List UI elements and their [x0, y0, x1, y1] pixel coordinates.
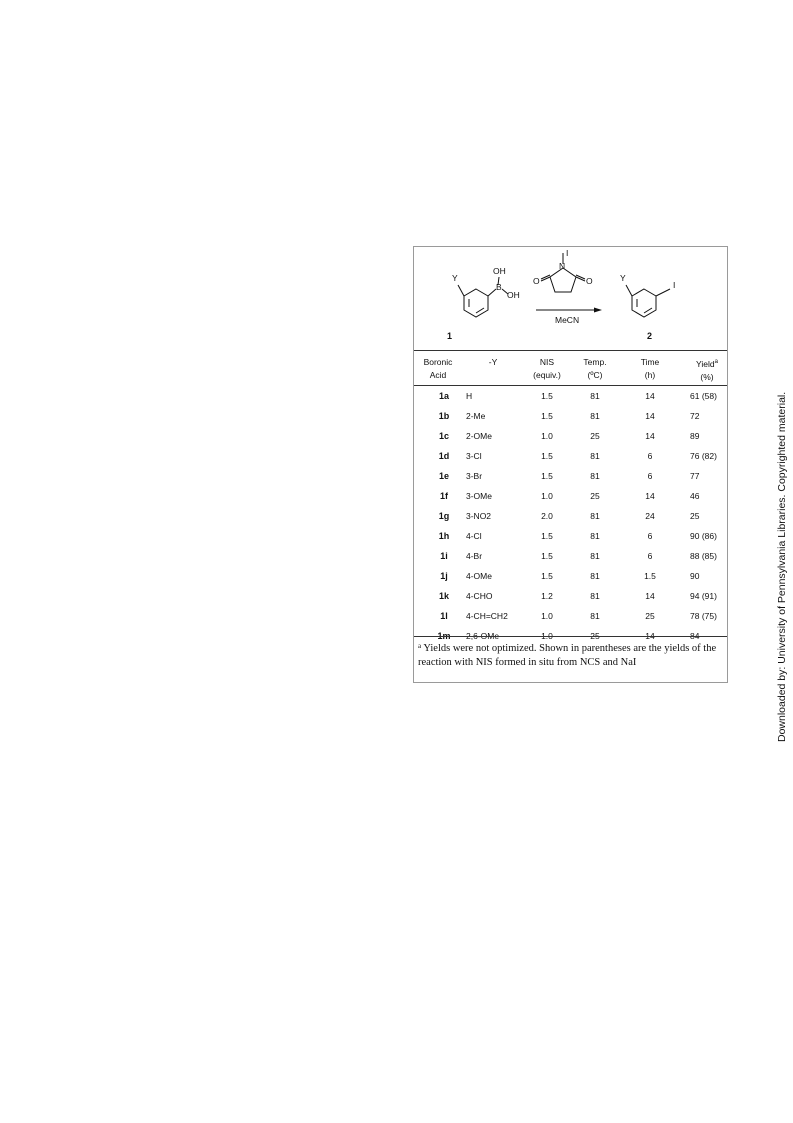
- cell-yield: 77: [690, 471, 700, 481]
- cell-yield: 89: [690, 431, 700, 441]
- header-boronic-acid-line2: Acid: [429, 370, 447, 380]
- cell-id: 1f: [439, 491, 448, 501]
- cell-substituent: 2-Me: [466, 411, 486, 421]
- cell-yield: 90: [690, 571, 700, 581]
- header-nis: [528, 356, 566, 382]
- table-row: [414, 467, 727, 487]
- table-row: [414, 547, 727, 567]
- table-row: [414, 387, 727, 407]
- table-row: [414, 407, 727, 427]
- cell-id: 1d: [438, 451, 450, 461]
- table-bottom-rule: [414, 636, 727, 637]
- reaction-scheme: [414, 247, 727, 347]
- cell-yield: 76 (82): [690, 451, 717, 461]
- reactant-y-label: Y: [452, 273, 458, 283]
- table-header: [414, 350, 727, 386]
- cell-nis: 1.5: [541, 411, 553, 421]
- cell-id: 1a: [438, 391, 449, 401]
- header-substituent-line1: -Y: [488, 357, 498, 367]
- cell-id: 1j: [440, 571, 448, 581]
- header-temp-line1: Temp.: [583, 357, 607, 367]
- cell-temp: 81: [590, 571, 600, 581]
- nis-oxygen-left: O: [533, 276, 540, 286]
- nis-iodine-label: I: [566, 248, 569, 258]
- cell-temp: 81: [590, 611, 600, 621]
- header-temp-line2: (ºC): [587, 370, 603, 380]
- cell-time: 14: [645, 411, 655, 421]
- table-row: [414, 427, 727, 447]
- cell-id: 1e: [438, 471, 449, 481]
- cell-yield: 94 (91): [690, 591, 717, 601]
- nis-oxygen-right: O: [586, 276, 593, 286]
- cell-time: 14: [645, 631, 655, 641]
- cell-substituent: 4-CH=CH2: [466, 611, 508, 621]
- cell-id: 1b: [438, 411, 450, 421]
- cell-id: 1h: [438, 531, 450, 541]
- nis-nitrogen-label: N: [559, 261, 566, 271]
- solvent-label: MeCN: [555, 315, 580, 325]
- cell-substituent: 4-CHO: [466, 591, 493, 601]
- cell-nis: 1.0: [541, 431, 553, 441]
- cell-temp: 25: [590, 631, 600, 641]
- cell-temp: 81: [590, 511, 600, 521]
- cell-nis: 1.0: [541, 491, 553, 501]
- cell-time: 6: [647, 551, 653, 561]
- cell-time: 14: [645, 491, 655, 501]
- cell-time: 6: [647, 531, 653, 541]
- cell-time: 14: [645, 591, 655, 601]
- table-row: [414, 607, 727, 627]
- boron-label: B: [496, 282, 502, 292]
- table-row: [414, 527, 727, 547]
- cell-yield: 46: [690, 491, 700, 501]
- cell-nis: 1.2: [541, 591, 553, 601]
- cell-nis: 1.5: [541, 551, 553, 561]
- cell-yield: 72: [690, 411, 700, 421]
- compound-2-label: 2: [647, 331, 653, 341]
- cell-id: 1c: [438, 431, 449, 441]
- cell-id: 1m: [437, 631, 451, 641]
- cell-nis: 1.0: [541, 631, 553, 641]
- cell-substituent: 2,6-OMe: [466, 631, 500, 641]
- cell-substituent: 3-NO2: [466, 511, 492, 521]
- cell-yield: 90 (86): [690, 531, 717, 541]
- cell-substituent: 4-Br: [466, 551, 483, 561]
- header-substituent: [478, 356, 508, 369]
- cell-yield: 88 (85): [690, 551, 717, 561]
- cell-nis: 1.5: [541, 471, 553, 481]
- header-yield: [690, 356, 724, 384]
- cell-temp: 81: [590, 471, 600, 481]
- header-yield-sup: a: [714, 359, 718, 365]
- succinimide-ring: [550, 268, 576, 292]
- cell-yield: 61 (58): [690, 391, 717, 401]
- cell-nis: 1.5: [541, 571, 553, 581]
- cell-id: 1k: [438, 591, 449, 601]
- cell-nis: 2.0: [541, 511, 553, 521]
- cell-substituent: H: [466, 391, 473, 401]
- cell-temp: 81: [590, 391, 600, 401]
- table-row: [414, 447, 727, 467]
- header-nis-line2: (equiv.): [533, 370, 561, 380]
- cell-nis: 1.5: [541, 531, 553, 541]
- cell-nis: 1.5: [541, 451, 553, 461]
- table-row: [414, 487, 727, 507]
- table-row: [414, 507, 727, 527]
- download-notice-text: Downloaded by: University of Pennsylvania Libraries. Copyrighted material.: [776, 391, 788, 742]
- cell-time: 1.5: [644, 571, 656, 581]
- cell-temp: 81: [590, 411, 600, 421]
- header-yield-text: Yield: [696, 358, 715, 369]
- cell-temp: 81: [590, 591, 600, 601]
- cell-temp: 81: [590, 531, 600, 541]
- cell-substituent: 2-OMe: [466, 431, 492, 441]
- cell-time: 25: [645, 611, 655, 621]
- cell-substituent: 3-OMe: [466, 491, 492, 501]
- table-footnote: [418, 639, 724, 670]
- cell-temp: 25: [590, 491, 600, 501]
- oh-top-label: OH: [493, 266, 506, 276]
- table-row: [414, 567, 727, 587]
- cell-id: 1g: [438, 511, 450, 521]
- cell-time: 6: [647, 451, 653, 461]
- cell-temp: 81: [590, 451, 600, 461]
- cell-yield: 78 (75): [690, 611, 717, 621]
- cell-yield: 84: [690, 631, 700, 641]
- cell-temp: 25: [590, 431, 600, 441]
- header-boronic-acid-line1: Boronic: [423, 357, 453, 367]
- cell-substituent: 3-Br: [466, 471, 483, 481]
- header-time-line2: (h): [644, 370, 656, 380]
- cell-substituent: 4-OMe: [466, 571, 492, 581]
- cell-id: 1i: [440, 551, 448, 561]
- scheme-drawing: [414, 247, 727, 347]
- product-iodine-label: I: [673, 280, 676, 290]
- footnote-marker: a: [418, 642, 422, 650]
- oh-right-label: OH: [507, 290, 520, 300]
- header-nis-line1: NIS: [539, 357, 555, 367]
- header-boronic-acid: [416, 356, 460, 382]
- header-yield-line1: [690, 356, 724, 371]
- reaction-table-figure: [413, 246, 728, 683]
- cell-substituent: 3-Cl: [466, 451, 482, 461]
- product-y-label: Y: [620, 273, 626, 283]
- cell-yield: 25: [690, 511, 700, 521]
- compound-1-label: 1: [447, 331, 453, 341]
- cell-time: 14: [645, 431, 655, 441]
- arrow-head: [594, 308, 602, 313]
- footnote-text: Yields were not optimized. Shown in parentheses are the yields of the reaction with NIS formed in situ from NCS and NaI: [418, 643, 717, 668]
- cell-time: 24: [645, 511, 655, 521]
- cell-nis: 1.5: [541, 391, 553, 401]
- cell-nis: 1.0: [541, 611, 553, 621]
- cell-id: 1l: [440, 611, 448, 621]
- cell-time: 6: [647, 471, 653, 481]
- header-yield-line2: (%): [700, 371, 714, 382]
- cell-temp: 81: [590, 551, 600, 561]
- table-row: [414, 587, 727, 607]
- cell-time: 14: [645, 391, 655, 401]
- header-time-line1: Time: [640, 357, 660, 367]
- header-time: [635, 356, 665, 382]
- cell-substituent: 4-Cl: [466, 531, 482, 541]
- header-temp: [578, 356, 612, 382]
